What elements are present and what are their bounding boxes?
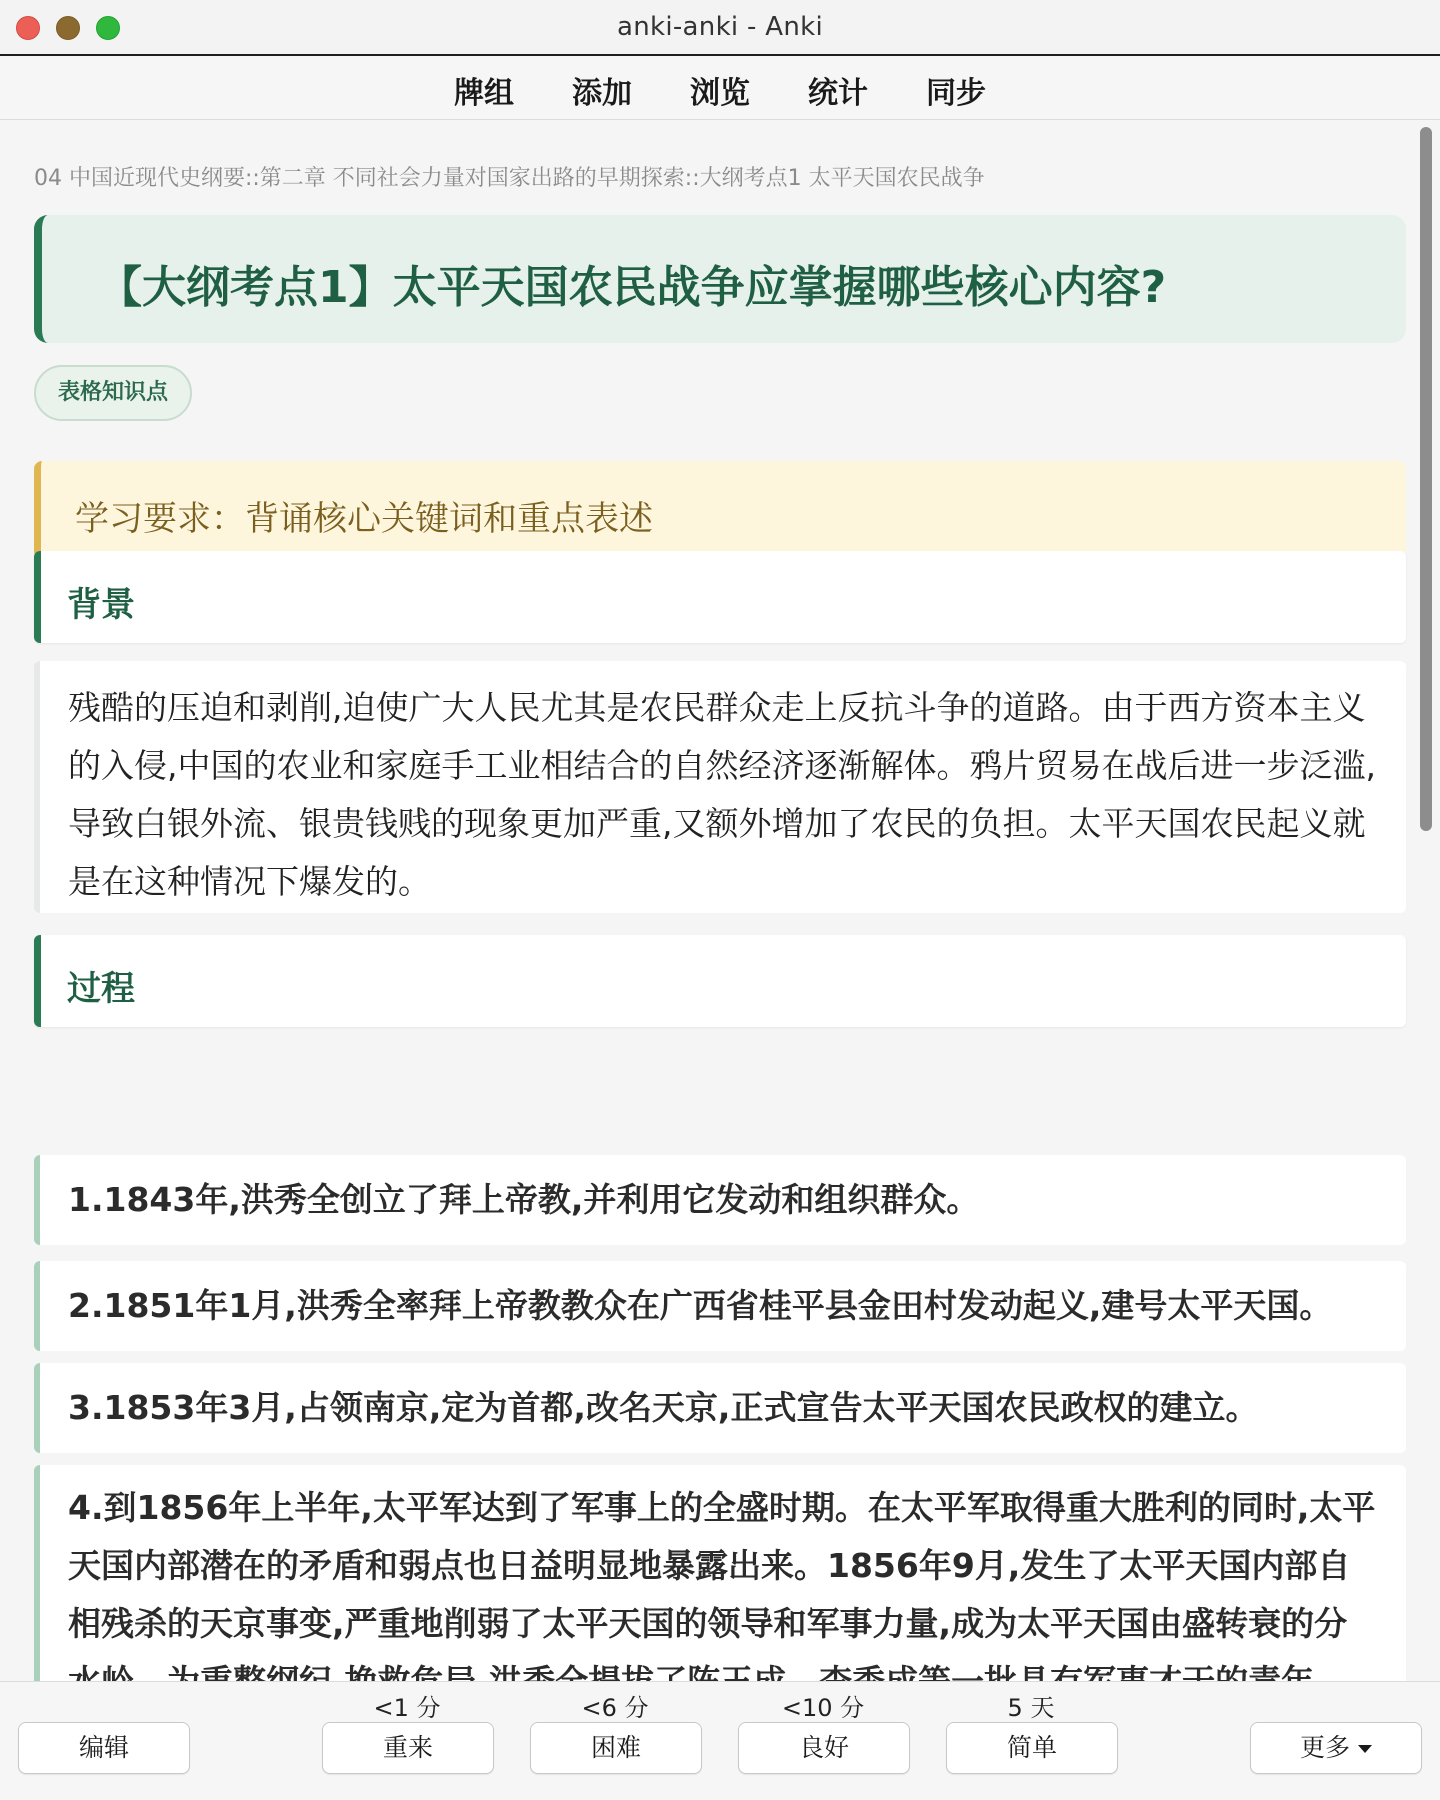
more-button[interactable] — [1250, 1722, 1422, 1774]
section-header-process — [34, 935, 1406, 1027]
main-toolbar — [0, 58, 1440, 120]
window-title: anki-anki - Anki — [616, 12, 824, 42]
process-step: 2.1851年1月,洪秀全率拜上帝教教众在广西省桂平县金田村发动起义,建号太平天国。 — [34, 1261, 1406, 1351]
good-button[interactable]: 良好 — [738, 1722, 910, 1774]
process-step: 3.1853年3月,占领南京,定为首都,改名天京,正式宣告太平天国农民政权的建立。 — [34, 1363, 1406, 1453]
toolbar-decks-link[interactable]: 牌组 — [454, 76, 514, 111]
easy-interval: 5 天 — [1007, 1694, 1055, 1722]
section-title: 背景 — [67, 585, 135, 625]
requirement-text: 学习要求：背诵核心关键词和重点表述 — [75, 499, 653, 539]
toolbar-stats-link[interactable]: 统计 — [808, 76, 868, 111]
process-step: 1.1843年,洪秀全创立了拜上帝教,并利用它发动和组织群众。 — [34, 1155, 1406, 1245]
title-bar — [0, 0, 1440, 56]
chevron-down-icon — [1358, 1745, 1372, 1753]
again-interval: <1 分 — [373, 1694, 441, 1722]
scrollbar-thumb[interactable] — [1420, 127, 1432, 831]
deck-path: 04 中国近现代史纲要::第二章 不同社会力量对国家出路的早期探索::大纲考点1 太平天国农民战争 — [34, 166, 985, 191]
answer-bar — [0, 1681, 1440, 1800]
card-review-area — [0, 121, 1440, 1681]
toolbar-sync-link[interactable]: 同步 — [926, 76, 986, 111]
background-paragraph: 残酷的压迫和剥削,迫使广大人民尤其是农民群众走上反抗斗争的道路。由于西方资本主义的入侵,中国的农业和家庭手工业相结合的自然经济逐渐解体。鸦片贸易在战后进一步泛滥,导致白银外流、银贵钱贱的现象更加严重,又额外增加了农民的负担。太平天国农民起义就是在这种情况下爆发的。 — [34, 661, 1406, 913]
hard-interval: <6 分 — [581, 1694, 649, 1722]
hard-button[interactable]: 困难 — [530, 1722, 702, 1774]
edit-button[interactable]: 编辑 — [18, 1722, 190, 1774]
again-button[interactable]: 重来 — [322, 1722, 494, 1774]
easy-button[interactable]: 简单 — [946, 1722, 1118, 1774]
section-title: 过程 — [67, 969, 135, 1009]
section-header-background — [34, 551, 1406, 643]
more-button-label: 更多 — [1299, 1733, 1350, 1762]
card-tag: 表格知识点 — [34, 365, 192, 421]
good-interval: <10 分 — [781, 1694, 865, 1722]
requirement-box — [34, 461, 1406, 559]
question-card — [34, 215, 1406, 343]
question-text: 【大纲考点1】太平天国农民战争应掌握哪些核心内容? — [98, 262, 1167, 313]
process-step: 4.到1856年上半年,太平军达到了军事上的全盛时期。在太平军取得重大胜利的同时,太平天国内部潜在的矛盾和弱点也日益明显地暴露出来。1856年9月,发生了太平天国内部自相残杀的天京事变,严重地削弱了太平天国的领导和军事力量,成为太平天国由盛转衰的分 — [34, 1465, 1406, 1765]
toolbar-add-link[interactable]: 添加 — [572, 76, 632, 111]
toolbar-browse-link[interactable]: 浏览 — [690, 76, 750, 111]
